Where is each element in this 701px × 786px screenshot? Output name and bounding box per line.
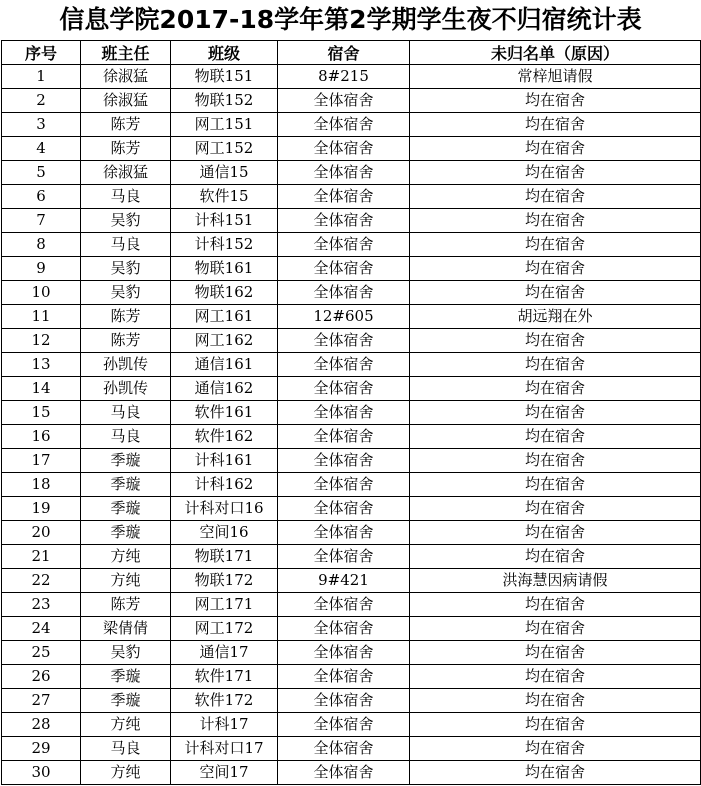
cell-absent-list[interactable]: 均在宿舍: [410, 353, 701, 377]
table-row: [2, 689, 701, 713]
table-row: [2, 425, 701, 449]
cell-absent-list[interactable]: 均在宿舍: [410, 281, 701, 305]
cell-serial-number[interactable]: 18: [2, 473, 81, 497]
cell-dormitory[interactable]: 全体宿舍: [278, 473, 410, 497]
cell-serial-number[interactable]: 26: [2, 665, 81, 689]
cell-head-teacher[interactable]: 马良: [81, 737, 171, 761]
cell-absent-list[interactable]: 均在宿舍: [410, 713, 701, 737]
cell-absent-list[interactable]: 均在宿舍: [410, 665, 701, 689]
cell-class[interactable]: 网工172: [171, 617, 278, 641]
cell-class[interactable]: 物联162: [171, 281, 278, 305]
cell-class[interactable]: 计科对口17: [171, 737, 278, 761]
cell-absent-list[interactable]: 均在宿舍: [410, 545, 701, 569]
table-row: [2, 65, 701, 89]
cell-absent-list[interactable]: 均在宿舍: [410, 593, 701, 617]
header-serial-number[interactable]: 序号: [2, 41, 81, 65]
table-row: [2, 545, 701, 569]
header-absent-list[interactable]: 未归名单（原因）: [410, 41, 701, 65]
cell-dormitory[interactable]: 全体宿舍: [278, 593, 410, 617]
cell-serial-number[interactable]: 7: [2, 209, 81, 233]
table-row: [2, 257, 701, 281]
cell-absent-list[interactable]: 均在宿舍: [410, 209, 701, 233]
table-row: [2, 233, 701, 257]
cell-class[interactable]: 计科17: [171, 713, 278, 737]
cell-dormitory[interactable]: 全体宿舍: [278, 401, 410, 425]
cell-head-teacher[interactable]: 徐淑猛: [81, 161, 171, 185]
cell-dormitory[interactable]: 全体宿舍: [278, 329, 410, 353]
cell-serial-number[interactable]: 11: [2, 305, 81, 329]
cell-dormitory[interactable]: 全体宿舍: [278, 209, 410, 233]
cell-class[interactable]: 软件171: [171, 665, 278, 689]
cell-head-teacher[interactable]: 季璇: [81, 473, 171, 497]
cell-absent-list[interactable]: 均在宿舍: [410, 641, 701, 665]
cell-serial-number[interactable]: 15: [2, 401, 81, 425]
cell-dormitory[interactable]: 全体宿舍: [278, 161, 410, 185]
cell-head-teacher[interactable]: 马良: [81, 401, 171, 425]
table-row: [2, 497, 701, 521]
cell-dormitory[interactable]: 全体宿舍: [278, 449, 410, 473]
table-row: [2, 113, 701, 137]
cell-dormitory[interactable]: 全体宿舍: [278, 281, 410, 305]
cell-absent-list[interactable]: 均在宿舍: [410, 617, 701, 641]
cell-serial-number[interactable]: 29: [2, 737, 81, 761]
cell-class[interactable]: 通信15: [171, 161, 278, 185]
cell-dormitory[interactable]: 全体宿舍: [278, 737, 410, 761]
cell-absent-list[interactable]: 洪海慧因病请假: [410, 569, 701, 593]
cell-serial-number[interactable]: 28: [2, 713, 81, 737]
cell-serial-number[interactable]: 24: [2, 617, 81, 641]
cell-class[interactable]: 计科151: [171, 209, 278, 233]
table-body: [2, 65, 701, 785]
cell-dormitory[interactable]: 全体宿舍: [278, 617, 410, 641]
cell-serial-number[interactable]: 27: [2, 689, 81, 713]
cell-absent-list[interactable]: 均在宿舍: [410, 161, 701, 185]
cell-dormitory[interactable]: 全体宿舍: [278, 545, 410, 569]
cell-class[interactable]: 软件15: [171, 185, 278, 209]
table-row: [2, 137, 701, 161]
cell-dormitory[interactable]: 全体宿舍: [278, 377, 410, 401]
header-dormitory[interactable]: 宿舍: [278, 41, 410, 65]
cell-class[interactable]: 网工171: [171, 593, 278, 617]
cell-serial-number[interactable]: 20: [2, 521, 81, 545]
cell-absent-list[interactable]: 均在宿舍: [410, 257, 701, 281]
cell-dormitory[interactable]: 全体宿舍: [278, 713, 410, 737]
table-row: [2, 449, 701, 473]
cell-class[interactable]: 软件172: [171, 689, 278, 713]
cell-serial-number[interactable]: 5: [2, 161, 81, 185]
table-row: [2, 161, 701, 185]
cell-absent-list[interactable]: 均在宿舍: [410, 449, 701, 473]
cell-head-teacher[interactable]: 陈芳: [81, 329, 171, 353]
cell-dormitory[interactable]: 全体宿舍: [278, 665, 410, 689]
cell-class[interactable]: 物联161: [171, 257, 278, 281]
cell-serial-number[interactable]: 22: [2, 569, 81, 593]
cell-head-teacher[interactable]: 吴豹: [81, 257, 171, 281]
cell-serial-number[interactable]: 10: [2, 281, 81, 305]
cell-head-teacher[interactable]: 孙凯传: [81, 377, 171, 401]
cell-absent-list[interactable]: 均在宿舍: [410, 521, 701, 545]
table-row: [2, 593, 701, 617]
table-row: [2, 305, 701, 329]
header-head-teacher[interactable]: 班主任: [81, 41, 171, 65]
table-row: [2, 353, 701, 377]
cell-dormitory[interactable]: 全体宿舍: [278, 761, 410, 785]
table-row: [2, 473, 701, 497]
table-row: [2, 209, 701, 233]
cell-head-teacher[interactable]: 马良: [81, 425, 171, 449]
cell-head-teacher[interactable]: 吴豹: [81, 641, 171, 665]
cell-serial-number[interactable]: 19: [2, 497, 81, 521]
cell-serial-number[interactable]: 30: [2, 761, 81, 785]
cell-class[interactable]: 空间16: [171, 521, 278, 545]
page-title: 信息学院2017-18学年第2学期学生夜不归宿统计表: [59, 5, 642, 34]
cell-head-teacher[interactable]: 方纯: [81, 569, 171, 593]
cell-head-teacher[interactable]: 季璇: [81, 521, 171, 545]
cell-class[interactable]: 网工152: [171, 137, 278, 161]
cell-head-teacher[interactable]: 徐淑猛: [81, 65, 171, 89]
table-row: [2, 521, 701, 545]
cell-head-teacher[interactable]: 季璇: [81, 497, 171, 521]
cell-class[interactable]: 通信17: [171, 641, 278, 665]
table-row: [2, 641, 701, 665]
cell-head-teacher[interactable]: 季璇: [81, 689, 171, 713]
cell-absent-list[interactable]: 均在宿舍: [410, 425, 701, 449]
cell-absent-list[interactable]: 均在宿舍: [410, 689, 701, 713]
cell-serial-number[interactable]: 8: [2, 233, 81, 257]
cell-head-teacher[interactable]: 方纯: [81, 713, 171, 737]
cell-serial-number[interactable]: 3: [2, 113, 81, 137]
cell-class[interactable]: 物联152: [171, 89, 278, 113]
cell-dormitory[interactable]: 全体宿舍: [278, 641, 410, 665]
table-row: [2, 569, 701, 593]
cell-head-teacher[interactable]: 马良: [81, 233, 171, 257]
cell-head-teacher[interactable]: 方纯: [81, 545, 171, 569]
cell-dormitory[interactable]: 全体宿舍: [278, 497, 410, 521]
cell-dormitory[interactable]: 全体宿舍: [278, 113, 410, 137]
cell-head-teacher[interactable]: 方纯: [81, 761, 171, 785]
cell-absent-list[interactable]: 均在宿舍: [410, 89, 701, 113]
cell-class[interactable]: 物联172: [171, 569, 278, 593]
cell-head-teacher[interactable]: 徐淑猛: [81, 89, 171, 113]
cell-serial-number[interactable]: 21: [2, 545, 81, 569]
table-row: [2, 665, 701, 689]
cell-head-teacher[interactable]: 梁倩倩: [81, 617, 171, 641]
cell-absent-list[interactable]: 胡远翔在外: [410, 305, 701, 329]
cell-dormitory[interactable]: 全体宿舍: [278, 353, 410, 377]
cell-dormitory[interactable]: 全体宿舍: [278, 689, 410, 713]
cell-serial-number[interactable]: 17: [2, 449, 81, 473]
cell-serial-number[interactable]: 12: [2, 329, 81, 353]
cell-class[interactable]: 软件161: [171, 401, 278, 425]
cell-serial-number[interactable]: 2: [2, 89, 81, 113]
cell-serial-number[interactable]: 9: [2, 257, 81, 281]
cell-serial-number[interactable]: 4: [2, 137, 81, 161]
cell-dormitory[interactable]: 全体宿舍: [278, 185, 410, 209]
cell-absent-list[interactable]: 均在宿舍: [410, 473, 701, 497]
table-row: [2, 377, 701, 401]
cell-head-teacher[interactable]: 陈芳: [81, 593, 171, 617]
cell-absent-list[interactable]: 均在宿舍: [410, 137, 701, 161]
cell-class[interactable]: 通信162: [171, 377, 278, 401]
table-row: [2, 401, 701, 425]
cell-head-teacher[interactable]: 马良: [81, 185, 171, 209]
cell-class[interactable]: 网工161: [171, 305, 278, 329]
cell-class[interactable]: 通信161: [171, 353, 278, 377]
cell-head-teacher[interactable]: 陈芳: [81, 305, 171, 329]
cell-head-teacher[interactable]: 孙凯传: [81, 353, 171, 377]
cell-head-teacher[interactable]: 陈芳: [81, 137, 171, 161]
table-row: [2, 761, 701, 785]
cell-absent-list[interactable]: 均在宿舍: [410, 761, 701, 785]
cell-absent-list[interactable]: 均在宿舍: [410, 377, 701, 401]
cell-serial-number[interactable]: 16: [2, 425, 81, 449]
cell-dormitory[interactable]: 12#605: [278, 305, 410, 329]
cell-absent-list[interactable]: 均在宿舍: [410, 233, 701, 257]
cell-serial-number[interactable]: 6: [2, 185, 81, 209]
cell-dormitory[interactable]: 全体宿舍: [278, 257, 410, 281]
cell-class[interactable]: 计科162: [171, 473, 278, 497]
cell-dormitory[interactable]: 全体宿舍: [278, 89, 410, 113]
cell-class[interactable]: 物联151: [171, 65, 278, 89]
cell-dormitory[interactable]: 9#421: [278, 569, 410, 593]
cell-dormitory[interactable]: 全体宿舍: [278, 233, 410, 257]
header-row: [2, 41, 701, 65]
table-row: [2, 185, 701, 209]
header-class[interactable]: 班级: [171, 41, 278, 65]
cell-class[interactable]: 计科对口16: [171, 497, 278, 521]
cell-absent-list[interactable]: 均在宿舍: [410, 497, 701, 521]
cell-head-teacher[interactable]: 陈芳: [81, 113, 171, 137]
cell-head-teacher[interactable]: 吴豹: [81, 281, 171, 305]
table-row: [2, 713, 701, 737]
cell-absent-list[interactable]: 均在宿舍: [410, 185, 701, 209]
cell-class[interactable]: 计科161: [171, 449, 278, 473]
cell-serial-number[interactable]: 23: [2, 593, 81, 617]
cell-absent-list[interactable]: 均在宿舍: [410, 737, 701, 761]
cell-class[interactable]: 计科152: [171, 233, 278, 257]
cell-absent-list[interactable]: 均在宿舍: [410, 113, 701, 137]
cell-class[interactable]: 网工151: [171, 113, 278, 137]
cell-head-teacher[interactable]: 吴豹: [81, 209, 171, 233]
cell-head-teacher[interactable]: 季璇: [81, 449, 171, 473]
table-row: [2, 281, 701, 305]
table-row: [2, 89, 701, 113]
cell-dormitory[interactable]: 8#215: [278, 65, 410, 89]
table-row: [2, 329, 701, 353]
cell-absent-list[interactable]: 均在宿舍: [410, 401, 701, 425]
cell-serial-number[interactable]: 1: [2, 65, 81, 89]
cell-class[interactable]: 空间17: [171, 761, 278, 785]
cell-serial-number[interactable]: 13: [2, 353, 81, 377]
cell-serial-number[interactable]: 14: [2, 377, 81, 401]
cell-dormitory[interactable]: 全体宿舍: [278, 425, 410, 449]
cell-dormitory[interactable]: 全体宿舍: [278, 137, 410, 161]
cell-absent-list[interactable]: 均在宿舍: [410, 329, 701, 353]
statistics-table: [1, 40, 701, 785]
cell-head-teacher[interactable]: 季璇: [81, 665, 171, 689]
cell-class[interactable]: 网工162: [171, 329, 278, 353]
table-row: [2, 737, 701, 761]
cell-class[interactable]: 物联171: [171, 545, 278, 569]
cell-serial-number[interactable]: 25: [2, 641, 81, 665]
cell-absent-list[interactable]: 常梓旭请假: [410, 65, 701, 89]
cell-dormitory[interactable]: 全体宿舍: [278, 521, 410, 545]
table-row: [2, 617, 701, 641]
cell-class[interactable]: 软件162: [171, 425, 278, 449]
